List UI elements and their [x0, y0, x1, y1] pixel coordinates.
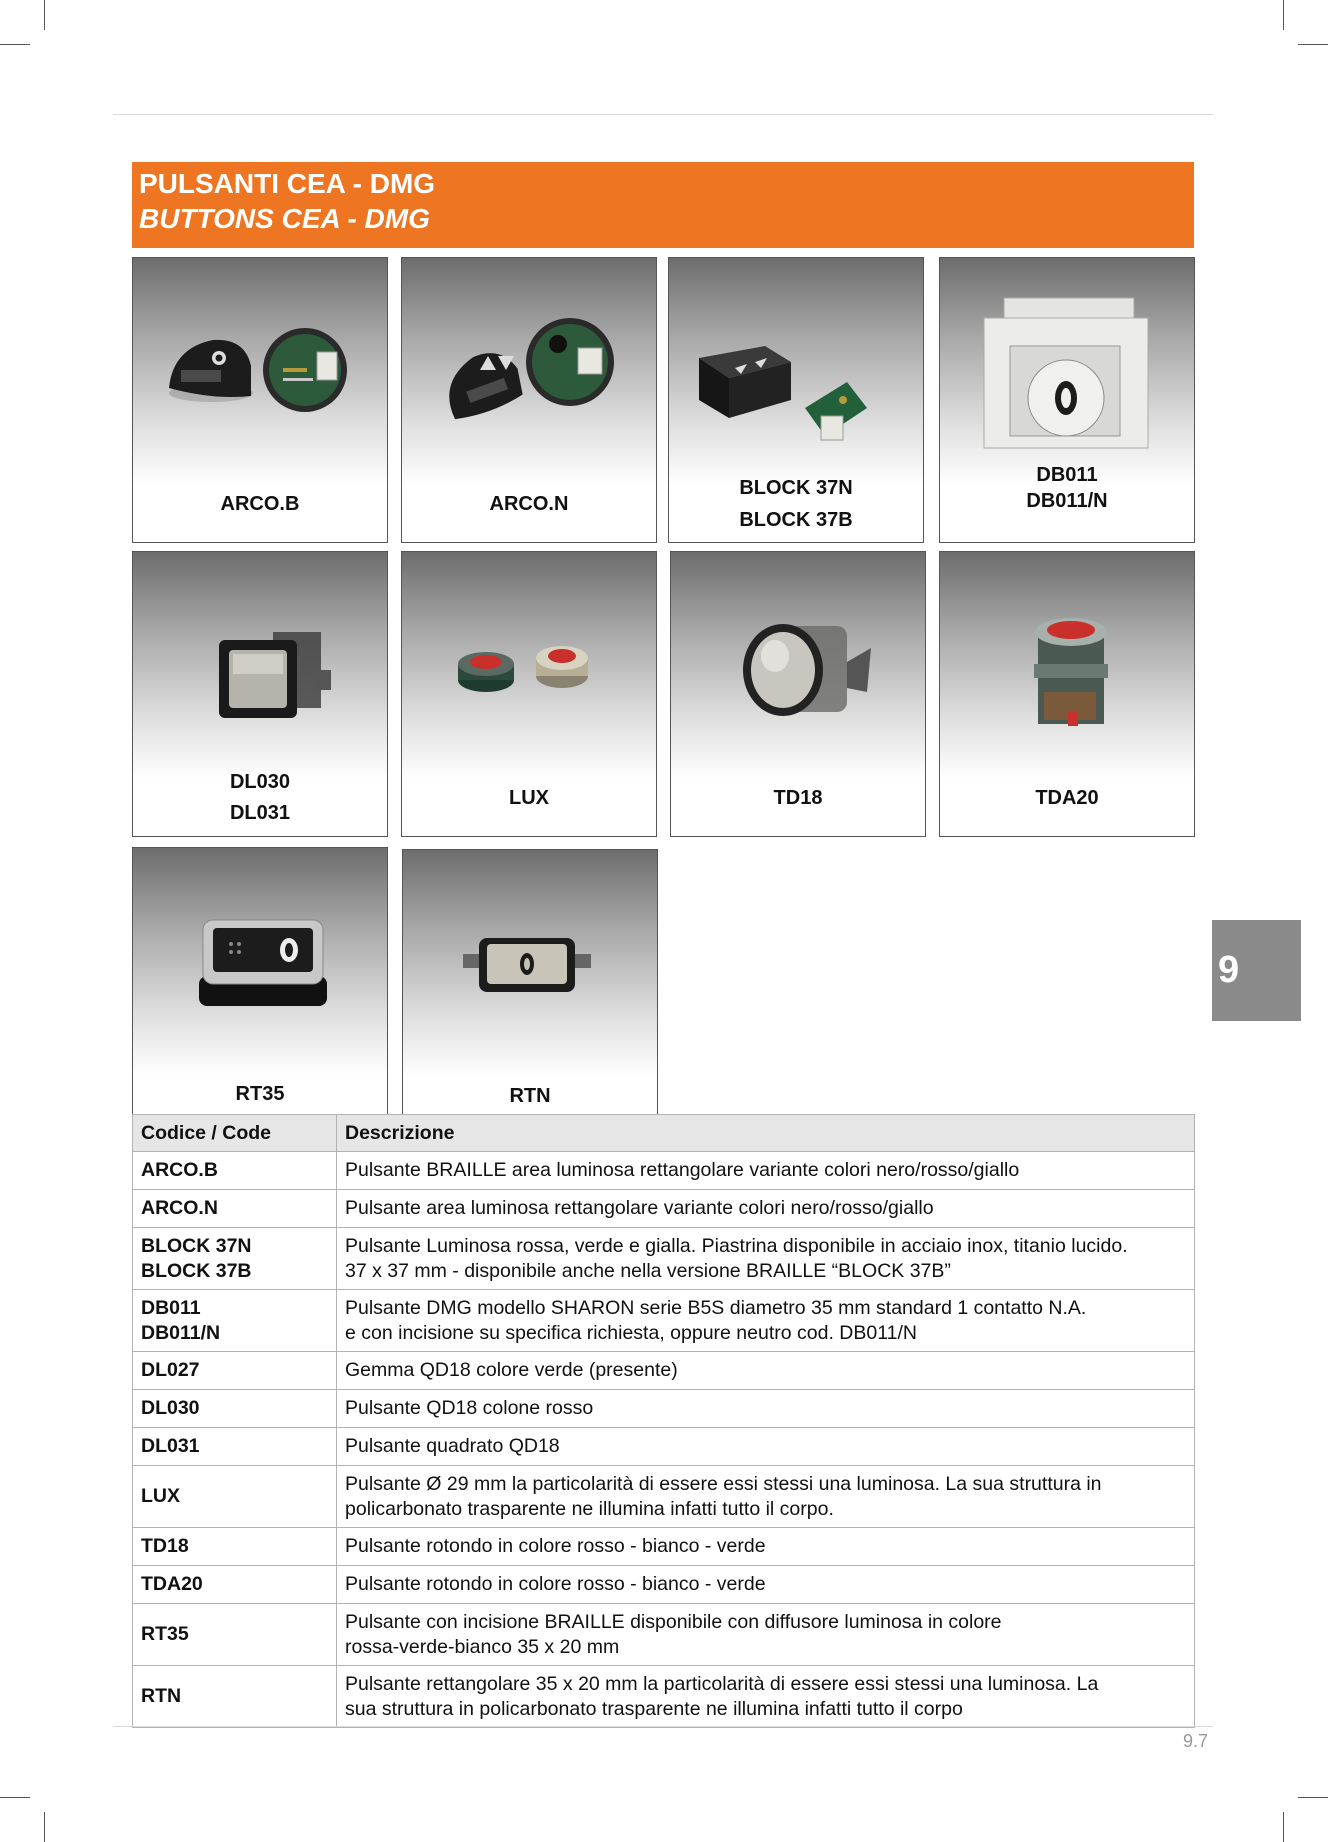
code-cell: ARCO.N [133, 1190, 337, 1228]
description-cell: Pulsante DMG modello SHARON serie B5S diametro 35 mm standard 1 contatto N.A. e con incisione su specifica richiesta, oppure neutro cod. DB011/N [337, 1290, 1195, 1352]
product-card [402, 849, 658, 1135]
table-row [133, 1352, 1195, 1390]
product-label [940, 762, 1194, 834]
product-label [133, 762, 387, 834]
product-code: DL031 [229, 802, 291, 824]
page-number: 9.7 [1183, 1731, 1209, 1751]
product-label [940, 436, 1194, 540]
table-row [133, 1428, 1195, 1466]
section-header [132, 162, 1194, 248]
product-code: RTN [509, 1084, 551, 1107]
product-label [402, 468, 656, 540]
top-rule [113, 114, 1213, 115]
product-card [401, 257, 657, 543]
crop-mark [44, 0, 45, 30]
table-row [133, 1466, 1195, 1528]
description-cell: Pulsante rotondo in colore rosso - bianco - verde [337, 1528, 1195, 1566]
code-cell: DL031 [133, 1428, 337, 1466]
td18-button-icon [671, 552, 924, 762]
description-cell: Pulsante Luminosa rossa, verde e gialla. Piastrina disponibile in acciaio inox, titanio lucido. 37 x 37 mm - disponibile anche nella versione BRAILLE “BLOCK 37B” [337, 1228, 1195, 1290]
code-cell: DL027 [133, 1352, 337, 1390]
product-code: ARCO.B [220, 492, 300, 515]
product-label [402, 762, 656, 834]
arco-n-button-icon [402, 258, 655, 468]
product-card [939, 257, 1195, 543]
product-card [670, 551, 926, 837]
table-row [133, 1190, 1195, 1228]
table-row [133, 1228, 1195, 1290]
description-cell: Pulsante con incisione BRAILLE disponibile con diffusore luminosa in colore rossa-verde-bianco 35 x 20 mm [337, 1604, 1195, 1666]
product-card [401, 551, 657, 837]
section-subtitle: BUTTONS CEA - DMG [139, 203, 430, 234]
code-cell: TDA20 [133, 1566, 337, 1604]
table-row [133, 1566, 1195, 1604]
crop-mark [0, 44, 30, 45]
code-cell: ARCO.B [133, 1152, 337, 1190]
crop-mark [1283, 1812, 1284, 1842]
product-card [132, 551, 388, 837]
code-cell: TD18 [133, 1528, 337, 1566]
description-cell: Gemma QD18 colore verde (presente) [337, 1352, 1195, 1390]
product-label [671, 762, 925, 834]
arco-b-button-icon [133, 258, 386, 468]
code-cell: LUX [133, 1466, 337, 1528]
code-cell: BLOCK 37N BLOCK 37B [133, 1228, 337, 1290]
rtn-button-icon [403, 850, 656, 1060]
bottom-rule [113, 1726, 1213, 1727]
column-header-code: Codice / Code [133, 1115, 337, 1152]
description-cell: Pulsante area luminosa rettangolare variante colori nero/rosso/giallo [337, 1190, 1195, 1228]
table-row [133, 1604, 1195, 1666]
crop-mark [44, 1812, 45, 1842]
product-table [132, 1114, 1195, 1728]
product-code: ARCO.N [489, 492, 569, 515]
product-card [132, 257, 388, 543]
column-header-description: Descrizione [337, 1115, 1195, 1152]
description-cell: Pulsante Ø 29 mm la particolarità di essere essi stessi una luminosa. La sua struttura in policarbonato trasparente ne illumina infatti tutto il corpo. [337, 1466, 1195, 1528]
table-row [133, 1152, 1195, 1190]
product-code: DL030 [229, 771, 291, 793]
description-cell: Pulsante QD18 colone rosso [337, 1390, 1195, 1428]
crop-mark [1283, 0, 1284, 30]
lux-button-icon [402, 552, 655, 762]
code-cell: DB011 DB011/N [133, 1290, 337, 1352]
product-code: LUX [509, 786, 549, 809]
product-label [133, 468, 387, 540]
tda20-button-icon [940, 552, 1193, 762]
block-37-button-icon [669, 258, 922, 468]
description-cell: Pulsante rotondo in colore rosso - bianco - verde [337, 1566, 1195, 1604]
section-title: PULSANTI CEA - DMG [139, 168, 436, 199]
product-code: RT35 [235, 1082, 285, 1105]
product-card [668, 257, 924, 543]
table-header-row [133, 1115, 1195, 1152]
table-row [133, 1390, 1195, 1428]
crop-mark [1298, 1797, 1328, 1798]
product-code: DB011 [1036, 464, 1098, 486]
crop-mark [0, 1797, 30, 1798]
crop-mark [1298, 44, 1328, 45]
code-cell: DL030 [133, 1390, 337, 1428]
table-row [133, 1528, 1195, 1566]
product-card [939, 551, 1195, 837]
product-label [669, 468, 923, 540]
product-code: BLOCK 37N [739, 477, 853, 499]
table-row [133, 1290, 1195, 1352]
product-code: BLOCK 37B [739, 509, 853, 531]
product-card [132, 847, 388, 1133]
description-cell: Pulsante BRAILLE area luminosa rettangolare variante colori nero/rosso/giallo [337, 1152, 1195, 1190]
code-cell: RT35 [133, 1604, 337, 1666]
product-code: TDA20 [1035, 786, 1099, 809]
chapter-tab: 9 [1212, 920, 1301, 1021]
product-code: TD18 [773, 786, 823, 809]
code-cell: RTN [133, 1666, 337, 1728]
rt35-button-icon [133, 848, 386, 1058]
description-cell: Pulsante quadrato QD18 [337, 1428, 1195, 1466]
dl030-button-icon [133, 552, 386, 762]
table-row [133, 1666, 1195, 1728]
description-cell: Pulsante rettangolare 35 x 20 mm la particolarità di essere essi stessi una luminosa. La sua struttura in policarbonato trasparente ne illumina infatti tutto il corpo [337, 1666, 1195, 1728]
product-code: DB011/N [1026, 490, 1108, 512]
